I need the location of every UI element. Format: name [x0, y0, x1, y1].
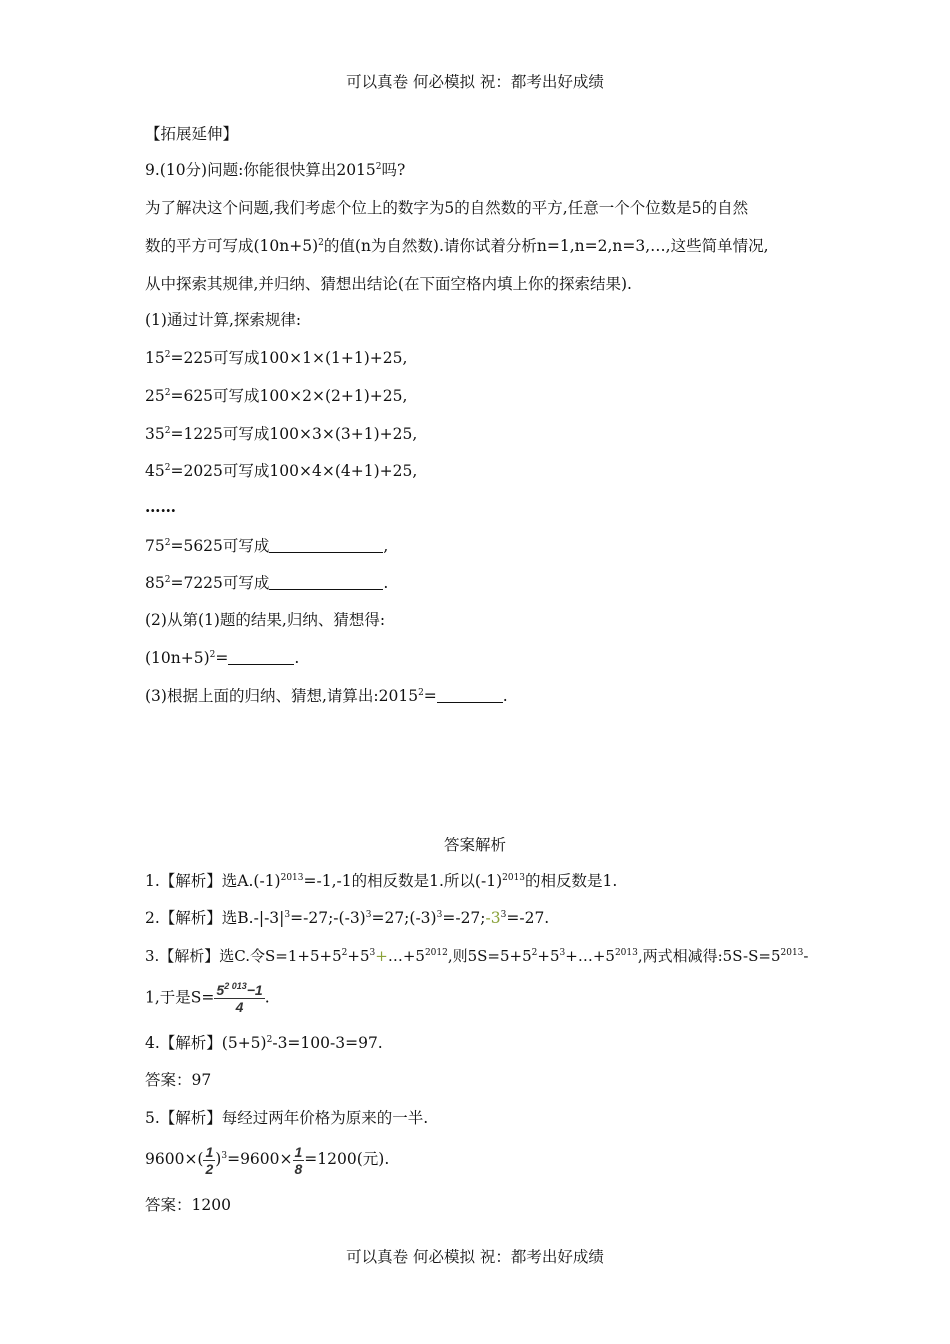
- section-title: 【拓展延伸】: [145, 125, 239, 143]
- page-footer: 可以真卷 何必模拟 祝：都考出好成绩: [346, 1248, 604, 1266]
- answer-2: 2.【解析】选$B.-|-3|^3=-27;-(-3)^3=27;(-3)^3=-27;-3^3=-27$.: [145, 909, 550, 927]
- fill-row-85: $85^2=7225$可写成 .: [145, 574, 389, 592]
- part-1-title: (1)通过计算,探索规律:: [145, 311, 302, 329]
- answer-blank[interactable]: [269, 538, 383, 553]
- answer-blank[interactable]: [437, 688, 503, 703]
- pattern-row: $35^2=1225$可写成100×3×(3+1)+25,: [145, 425, 418, 443]
- fill-row-75: $75^2=5625$可写成 ,: [145, 537, 389, 555]
- answer-1: 1.【解析】选$A.(-1)^{2013}=-1,-1$的相反数是1.所以$(-1)^{2013}$的相反数是1.: [145, 872, 618, 890]
- answer-3-line-2: 1,于是S= $\frac{5^{2 013}-1}{4}$ .: [145, 981, 270, 1015]
- ellipsis: ……: [145, 497, 176, 516]
- answer-blank[interactable]: [228, 650, 294, 665]
- answer-4: 4.【解析】$(5+5)^2-3=100-3=97$.: [145, 1034, 383, 1052]
- part-2-title: (2)从第(1)题的结果,归纳、猜想得:: [145, 611, 386, 629]
- pattern-row: $25^2=625$可写成100×2×(2+1)+25,: [145, 387, 408, 405]
- answer-5-calculation: 9600×( $\frac{1}{2}$ )$^3$=9600× $\frac{1}{8}$ =1200(元).: [145, 1143, 390, 1177]
- fraction: $\frac{1}{2}$: [205, 1143, 214, 1177]
- pattern-row: $45^2=2025$可写成100×4×(4+1)+25,: [145, 462, 418, 480]
- page-header: 可以真卷 何必模拟 祝：都考出好成绩: [346, 73, 604, 91]
- part-2-formula: $(10n+5)^2=$ .: [145, 649, 300, 667]
- question-9-paragraph-1: 为了解决这个问题,我们考虑个位上的数字为5的自然数的平方,任意一个个位数是5的自然: [145, 199, 749, 217]
- answer-3: 3.【解析】选C.令$S=1+5+5^2+5^3+\dots+5^{2012}$,则$5S=5+5^2+5^3+\dots+5^{2013}$,两式相减得$:5S-S=5^{2013}-$: [145, 947, 809, 965]
- part-3: (3)根据上面的归纳、猜想,请算出$:2015^2=$ .: [145, 687, 508, 705]
- fraction: $\frac{1}{8}$: [294, 1143, 303, 1177]
- pattern-row: $15^2=225$可写成100×1×(1+1)+25,: [145, 349, 408, 367]
- answer-5: 5.【解析】每经过两年价格为原来的一半.: [145, 1109, 429, 1127]
- answers-title: 答案解析: [443, 836, 506, 854]
- answer-5-result: 答案：1200: [145, 1196, 231, 1214]
- question-9-intro: 9.(10分)问题:你能很快算出2015$^2$吗?: [145, 161, 406, 179]
- answer-4-result: 答案：97: [145, 1071, 212, 1089]
- question-9-paragraph-2: 数的平方可写成$(10n+5)^2$的值(n为自然数).请你试着分析n=1,n=2,n=3,…,这些简单情况,: [145, 237, 769, 255]
- question-9-paragraph-3: 从中探索其规律,并归纳、猜想出结论(在下面空格内填上你的探索结果).: [145, 275, 632, 293]
- fraction: $\frac{5^{2 013}-1}{4}$: [216, 981, 263, 1015]
- answer-blank[interactable]: [269, 575, 383, 590]
